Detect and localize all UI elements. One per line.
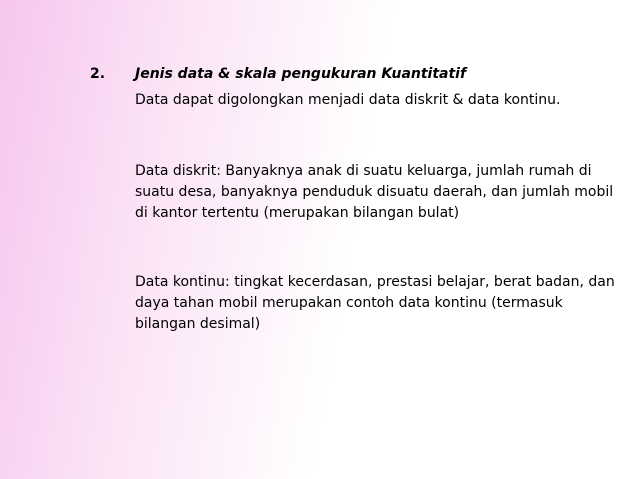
paragraph-continuous-data: Data kontinu: tingkat kecerdasan, prestasi belajar, berat badan, dan daya tahan mobil merupakan contoh data kontinu (termasuk bilangan desimal)	[135, 274, 615, 332]
paragraph-intro: Data dapat digolongkan menjadi data diskrit & data kontinu.	[135, 92, 561, 108]
list-number: 2.	[90, 66, 106, 82]
section-heading: Jenis data & skala pengukuran Kuantitatif	[135, 66, 467, 82]
paragraph-discrete-data: Data diskrit: Banyaknya anak di suatu keluarga, jumlah rumah di suatu desa, banyaknya penduduk disuatu daerah, dan jumlah mobil di kantor tertentu (merupakan bilangan bulat)	[135, 163, 614, 221]
